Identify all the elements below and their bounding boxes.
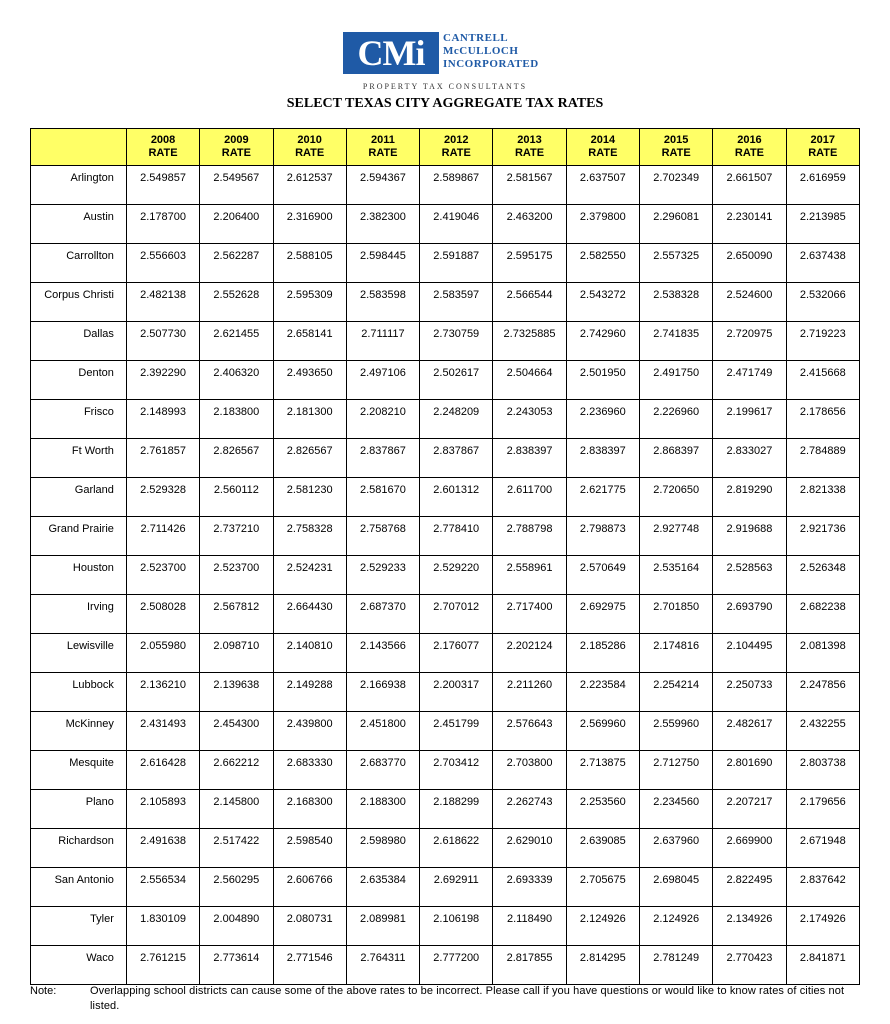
table-row: [31, 829, 860, 868]
rate-cell: 2.927748: [640, 517, 713, 556]
table-row: [31, 400, 860, 439]
rate-cell: 2.788798: [493, 517, 566, 556]
rate-cell: 2.432255: [786, 712, 859, 751]
rate-cell: 2.200317: [420, 673, 493, 712]
rate-cell: 2.482138: [126, 283, 199, 322]
rate-cell: 2.570649: [566, 556, 639, 595]
rate-cell: 2.250733: [713, 673, 786, 712]
header-year-2016: [713, 129, 786, 166]
rate-cell: 2.591887: [420, 244, 493, 283]
rate-cell: 2.524600: [713, 283, 786, 322]
header-rate-label: RATE: [148, 147, 178, 159]
city-name-cell: Austin: [31, 205, 127, 244]
city-name-cell: Mesquite: [31, 751, 127, 790]
table-row: [31, 712, 860, 751]
rate-cell: 2.055980: [126, 634, 199, 673]
table-row: [31, 790, 860, 829]
header-year-label: 2008: [150, 134, 176, 146]
rate-cell: 2.581670: [346, 478, 419, 517]
rate-cell: 2.621455: [200, 322, 273, 361]
table-row: [31, 439, 860, 478]
rate-cell: 2.692975: [566, 595, 639, 634]
rate-cell: 2.669900: [713, 829, 786, 868]
rate-cell: 2.248209: [420, 400, 493, 439]
rate-cell: 2.730759: [420, 322, 493, 361]
rate-cell: 2.582550: [566, 244, 639, 283]
table-row: [31, 166, 860, 205]
rate-cell: 2.482617: [713, 712, 786, 751]
table-row: [31, 673, 860, 712]
rate-cell: 2.773614: [200, 946, 273, 985]
rate-cell: 2.637438: [786, 244, 859, 283]
rate-cell: 2.662212: [200, 751, 273, 790]
header-rate-label: RATE: [295, 147, 325, 159]
rate-cell: 2.535164: [640, 556, 713, 595]
rate-cell: 2.693790: [713, 595, 786, 634]
company-tagline: PROPERTY TAX CONSULTANTS: [362, 82, 528, 91]
rate-cell: 2.921736: [786, 517, 859, 556]
rate-cell: 2.098710: [200, 634, 273, 673]
logo-mark: CMi: [343, 32, 439, 74]
rate-cell: 2.199617: [713, 400, 786, 439]
rate-cell: 2.379800: [566, 205, 639, 244]
rate-cell: 2.798873: [566, 517, 639, 556]
rate-cell: 2.637960: [640, 829, 713, 868]
rate-cell: 2.595175: [493, 244, 566, 283]
company-name: [443, 32, 539, 71]
rate-cell: 1.830109: [126, 907, 199, 946]
table-row: [31, 634, 860, 673]
rate-cell: 2.431493: [126, 712, 199, 751]
rate-cell: 2.606766: [273, 868, 346, 907]
rate-cell: 2.635384: [346, 868, 419, 907]
rate-cell: 2.711117: [346, 322, 419, 361]
city-name-cell: Garland: [31, 478, 127, 517]
rate-cell: 2.497106: [346, 361, 419, 400]
rate-cell: 2.558961: [493, 556, 566, 595]
rate-cell: 2.826567: [200, 439, 273, 478]
rate-cell: 2.557325: [640, 244, 713, 283]
header-year-2008: [126, 129, 199, 166]
rate-cell: 2.589867: [420, 166, 493, 205]
rate-cell: 2.507730: [126, 322, 199, 361]
tax-rate-table: [30, 128, 860, 985]
rate-cell: 2.837642: [786, 868, 859, 907]
rate-cell: 2.841871: [786, 946, 859, 985]
rate-cell: 2.491750: [640, 361, 713, 400]
rate-cell: 2.713875: [566, 751, 639, 790]
rate-cell: 2.419046: [420, 205, 493, 244]
header-year-2011: [346, 129, 419, 166]
city-name-cell: Tyler: [31, 907, 127, 946]
rate-cell: 2.594367: [346, 166, 419, 205]
rate-cell: 2.439800: [273, 712, 346, 751]
rate-cell: 2.502617: [420, 361, 493, 400]
rate-cell: 2.134926: [713, 907, 786, 946]
rate-cell: 2.581567: [493, 166, 566, 205]
rate-cell: 2.136210: [126, 673, 199, 712]
rate-cell: 2.658141: [273, 322, 346, 361]
rate-cell: 2.124926: [640, 907, 713, 946]
rate-cell: 2.236960: [566, 400, 639, 439]
rate-cell: 2.552628: [200, 283, 273, 322]
rate-cell: 2.523700: [200, 556, 273, 595]
rate-cell: 2.508028: [126, 595, 199, 634]
rate-cell: 2.226960: [640, 400, 713, 439]
city-name-cell: Houston: [31, 556, 127, 595]
rate-cell: 2.504664: [493, 361, 566, 400]
rate-cell: 2.698045: [640, 868, 713, 907]
rate-cell: 2.650090: [713, 244, 786, 283]
rate-cell: 2.316900: [273, 205, 346, 244]
header-year-label: 2014: [590, 134, 616, 146]
header-year-2017: [786, 129, 859, 166]
rate-cell: 2.838397: [566, 439, 639, 478]
rate-cell: 2.463200: [493, 205, 566, 244]
rate-cell: 2.124926: [566, 907, 639, 946]
rate-cell: 2.556534: [126, 868, 199, 907]
rate-cell: 2.451800: [346, 712, 419, 751]
rate-cell: 2.179656: [786, 790, 859, 829]
rate-cell: 2.598980: [346, 829, 419, 868]
header-year-label: 2010: [297, 134, 322, 146]
rate-cell: 2.838397: [493, 439, 566, 478]
rate-cell: 2.178656: [786, 400, 859, 439]
rate-cell: 2.549567: [200, 166, 273, 205]
rate-cell: 2.719223: [786, 322, 859, 361]
city-name-cell: McKinney: [31, 712, 127, 751]
note-text: Overlapping school districts can cause some of the above rates to be incorrect. Please call if you have questions or would like to know rates of cities not listed.: [90, 985, 845, 1012]
city-name-cell: Carrollton: [31, 244, 127, 283]
rate-cell: 2.569960: [566, 712, 639, 751]
header-year-2010: [273, 129, 346, 166]
header-year-2013: [493, 129, 566, 166]
rate-cell: 2.262743: [493, 790, 566, 829]
rate-cell: 2.611700: [493, 478, 566, 517]
header-year-label: 2013: [517, 134, 542, 146]
rate-cell: 2.822495: [713, 868, 786, 907]
rate-cell: 2.661507: [713, 166, 786, 205]
header-rate-label: RATE: [808, 147, 838, 159]
rate-cell: 2.247856: [786, 673, 859, 712]
rate-cell: 2.139638: [200, 673, 273, 712]
rate-cell: 2.781249: [640, 946, 713, 985]
rate-cell: 2.004890: [200, 907, 273, 946]
rate-cell: 2.682238: [786, 595, 859, 634]
rate-cell: 2.176077: [420, 634, 493, 673]
rate-cell: 2.826567: [273, 439, 346, 478]
header-year-label: 2015: [663, 134, 689, 146]
rate-cell: 2.817855: [493, 946, 566, 985]
rate-cell: 2.206400: [200, 205, 273, 244]
rate-cell: 2.629010: [493, 829, 566, 868]
rate-cell: 2.598445: [346, 244, 419, 283]
header-year-2015: [640, 129, 713, 166]
rate-cell: 2.868397: [640, 439, 713, 478]
table-row: [31, 595, 860, 634]
rate-cell: 2.562287: [200, 244, 273, 283]
table-row: [31, 322, 860, 361]
rate-cell: 2.618622: [420, 829, 493, 868]
page-title: SELECT TEXAS CITY AGGREGATE TAX RATES: [286, 96, 604, 111]
rate-cell: 2.538328: [640, 283, 713, 322]
rate-cell: 2.491638: [126, 829, 199, 868]
rate-cell: 2.720975: [713, 322, 786, 361]
table-row: [31, 283, 860, 322]
rate-cell: 2.493650: [273, 361, 346, 400]
rate-cell: 2.104495: [713, 634, 786, 673]
rate-cell: 2.7325885: [493, 322, 566, 361]
header-year-label: 2012: [444, 134, 469, 146]
city-name-cell: Arlington: [31, 166, 127, 205]
table-header-row: [31, 129, 860, 166]
rate-cell: 2.919688: [713, 517, 786, 556]
header-year-label: 2016: [737, 134, 762, 146]
rate-cell: 2.234560: [640, 790, 713, 829]
rate-cell: 2.837867: [420, 439, 493, 478]
header-year-2012: [420, 129, 493, 166]
header-year-label: 2017: [810, 134, 836, 146]
rate-cell: 2.639085: [566, 829, 639, 868]
rate-cell: 2.761857: [126, 439, 199, 478]
rate-cell: 2.821338: [786, 478, 859, 517]
rate-cell: 2.621775: [566, 478, 639, 517]
header-year-2014: [566, 129, 639, 166]
rate-cell: 2.664430: [273, 595, 346, 634]
table-body: [31, 166, 860, 985]
rate-cell: 2.185286: [566, 634, 639, 673]
rate-cell: 2.471749: [713, 361, 786, 400]
rate-cell: 2.683770: [346, 751, 419, 790]
rate-cell: 2.595309: [273, 283, 346, 322]
rate-cell: 2.559960: [640, 712, 713, 751]
rate-cell: 2.406320: [200, 361, 273, 400]
rate-cell: 2.254214: [640, 673, 713, 712]
city-name-cell: Richardson: [31, 829, 127, 868]
table-row: [31, 556, 860, 595]
rate-cell: 2.612537: [273, 166, 346, 205]
rate-cell: 2.188299: [420, 790, 493, 829]
rate-cell: 2.778410: [420, 517, 493, 556]
table-row: [31, 361, 860, 400]
rate-cell: 2.207217: [713, 790, 786, 829]
rate-cell: 2.588105: [273, 244, 346, 283]
rate-cell: 2.761215: [126, 946, 199, 985]
rate-cell: 2.145800: [200, 790, 273, 829]
city-name-cell: Irving: [31, 595, 127, 634]
rate-cell: 2.758328: [273, 517, 346, 556]
rate-cell: 2.517422: [200, 829, 273, 868]
city-name-cell: Denton: [31, 361, 127, 400]
rate-cell: 2.598540: [273, 829, 346, 868]
rate-cell: 2.174926: [786, 907, 859, 946]
rate-cell: 2.415668: [786, 361, 859, 400]
rate-cell: 2.581230: [273, 478, 346, 517]
rate-cell: 2.616428: [126, 751, 199, 790]
rate-cell: 2.524231: [273, 556, 346, 595]
rate-cell: 2.703800: [493, 751, 566, 790]
rate-cell: 2.166938: [346, 673, 419, 712]
city-name-cell: Waco: [31, 946, 127, 985]
rate-cell: 2.105893: [126, 790, 199, 829]
rate-cell: 2.771546: [273, 946, 346, 985]
rate-cell: 2.213985: [786, 205, 859, 244]
rate-cell: 2.707012: [420, 595, 493, 634]
city-name-cell: Lubbock: [31, 673, 127, 712]
rate-cell: 2.208210: [346, 400, 419, 439]
rate-cell: 2.576643: [493, 712, 566, 751]
city-name-cell: Grand Prairie: [31, 517, 127, 556]
city-name-cell: Plano: [31, 790, 127, 829]
rate-cell: 2.701850: [640, 595, 713, 634]
rate-cell: 2.833027: [713, 439, 786, 478]
header-rate-label: RATE: [441, 147, 471, 159]
rate-cell: 2.637507: [566, 166, 639, 205]
header-year-label: 2009: [224, 134, 249, 146]
rate-cell: 2.243053: [493, 400, 566, 439]
company-logo: [343, 32, 539, 78]
rate-cell: 2.671948: [786, 829, 859, 868]
rate-cell: 2.819290: [713, 478, 786, 517]
rate-cell: 2.764311: [346, 946, 419, 985]
table-row: [31, 205, 860, 244]
rate-cell: 2.583597: [420, 283, 493, 322]
rate-cell: 2.712750: [640, 751, 713, 790]
rate-cell: 2.188300: [346, 790, 419, 829]
rate-cell: 2.529220: [420, 556, 493, 595]
rate-cell: 2.720650: [640, 478, 713, 517]
rate-cell: 2.528563: [713, 556, 786, 595]
rate-cell: 2.770423: [713, 946, 786, 985]
city-name-cell: Corpus Christi: [31, 283, 127, 322]
table-row: [31, 478, 860, 517]
rate-cell: 2.523700: [126, 556, 199, 595]
company-name-line: McCULLOCH: [443, 45, 519, 57]
rate-cell: 2.693339: [493, 868, 566, 907]
city-name-cell: Frisco: [31, 400, 127, 439]
rate-cell: 2.567812: [200, 595, 273, 634]
rate-cell: 2.118490: [493, 907, 566, 946]
table-row: [31, 751, 860, 790]
rate-cell: 2.687370: [346, 595, 419, 634]
rate-cell: 2.168300: [273, 790, 346, 829]
rate-cell: 2.560295: [200, 868, 273, 907]
rate-cell: 2.741835: [640, 322, 713, 361]
table-row: [31, 868, 860, 907]
rate-cell: 2.702349: [640, 166, 713, 205]
rate-cell: 2.140810: [273, 634, 346, 673]
city-name-cell: Dallas: [31, 322, 127, 361]
rate-cell: 2.803738: [786, 751, 859, 790]
rate-cell: 2.737210: [200, 517, 273, 556]
table-row: [31, 946, 860, 985]
rate-cell: 2.454300: [200, 712, 273, 751]
rate-cell: 2.181300: [273, 400, 346, 439]
rate-cell: 2.451799: [420, 712, 493, 751]
rate-cell: 2.742960: [566, 322, 639, 361]
rate-cell: 2.230141: [713, 205, 786, 244]
header-rate-label: RATE: [221, 147, 251, 159]
rate-cell: 2.253560: [566, 790, 639, 829]
rate-cell: 2.149288: [273, 673, 346, 712]
rate-cell: 2.526348: [786, 556, 859, 595]
rate-cell: 2.501950: [566, 361, 639, 400]
rate-cell: 2.549857: [126, 166, 199, 205]
rate-cell: 2.560112: [200, 478, 273, 517]
city-name-cell: Ft Worth: [31, 439, 127, 478]
rate-cell: 2.080731: [273, 907, 346, 946]
rate-cell: 2.202124: [493, 634, 566, 673]
rate-cell: 2.532066: [786, 283, 859, 322]
rate-cell: 2.711426: [126, 517, 199, 556]
header-rate-label: RATE: [514, 147, 545, 159]
rate-cell: 2.174816: [640, 634, 713, 673]
rate-cell: 2.692911: [420, 868, 493, 907]
rate-cell: 2.223584: [566, 673, 639, 712]
rate-cell: 2.148993: [126, 400, 199, 439]
rate-cell: 2.601312: [420, 478, 493, 517]
rate-cell: 2.703412: [420, 751, 493, 790]
rate-cell: 2.392290: [126, 361, 199, 400]
rate-cell: 2.717400: [493, 595, 566, 634]
header-rate-label: RATE: [661, 147, 691, 159]
city-name-cell: San Antonio: [31, 868, 127, 907]
header-year-2009: [200, 129, 273, 166]
rate-cell: 2.683330: [273, 751, 346, 790]
company-name-line: CANTRELL: [443, 32, 509, 44]
rate-cell: 2.705675: [566, 868, 639, 907]
rate-cell: 2.543272: [566, 283, 639, 322]
rate-cell: 2.211260: [493, 673, 566, 712]
rate-cell: 2.529328: [126, 478, 199, 517]
rate-cell: 2.178700: [126, 205, 199, 244]
header-rate-label: RATE: [734, 147, 765, 159]
rate-cell: 2.758768: [346, 517, 419, 556]
rate-cell: 2.556603: [126, 244, 199, 283]
rate-cell: 2.296081: [640, 205, 713, 244]
header-city-cell: [31, 129, 127, 166]
rate-cell: 2.801690: [713, 751, 786, 790]
table-row: [31, 907, 860, 946]
rate-cell: 2.143566: [346, 634, 419, 673]
rate-cell: 2.089981: [346, 907, 419, 946]
rate-cell: 2.784889: [786, 439, 859, 478]
rate-cell: 2.566544: [493, 283, 566, 322]
rate-cell: 2.777200: [420, 946, 493, 985]
table-row: [31, 244, 860, 283]
rate-cell: 2.814295: [566, 946, 639, 985]
rate-cell: 2.382300: [346, 205, 419, 244]
note-label: Note:: [30, 985, 57, 997]
header-rate-label: RATE: [368, 147, 398, 159]
rate-cell: 2.837867: [346, 439, 419, 478]
rate-cell: 2.616959: [786, 166, 859, 205]
table-row: [31, 517, 860, 556]
city-name-cell: Lewisville: [31, 634, 127, 673]
rate-cell: 2.081398: [786, 634, 859, 673]
header-rate-label: RATE: [588, 147, 618, 159]
footnote: [30, 984, 860, 1014]
rate-cell: 2.583598: [346, 283, 419, 322]
header-year-label: 2011: [371, 134, 395, 146]
company-name-line: INCORPORATED: [443, 58, 539, 70]
rate-cell: 2.183800: [200, 400, 273, 439]
rate-cell: 2.106198: [420, 907, 493, 946]
rate-cell: 2.529233: [346, 556, 419, 595]
